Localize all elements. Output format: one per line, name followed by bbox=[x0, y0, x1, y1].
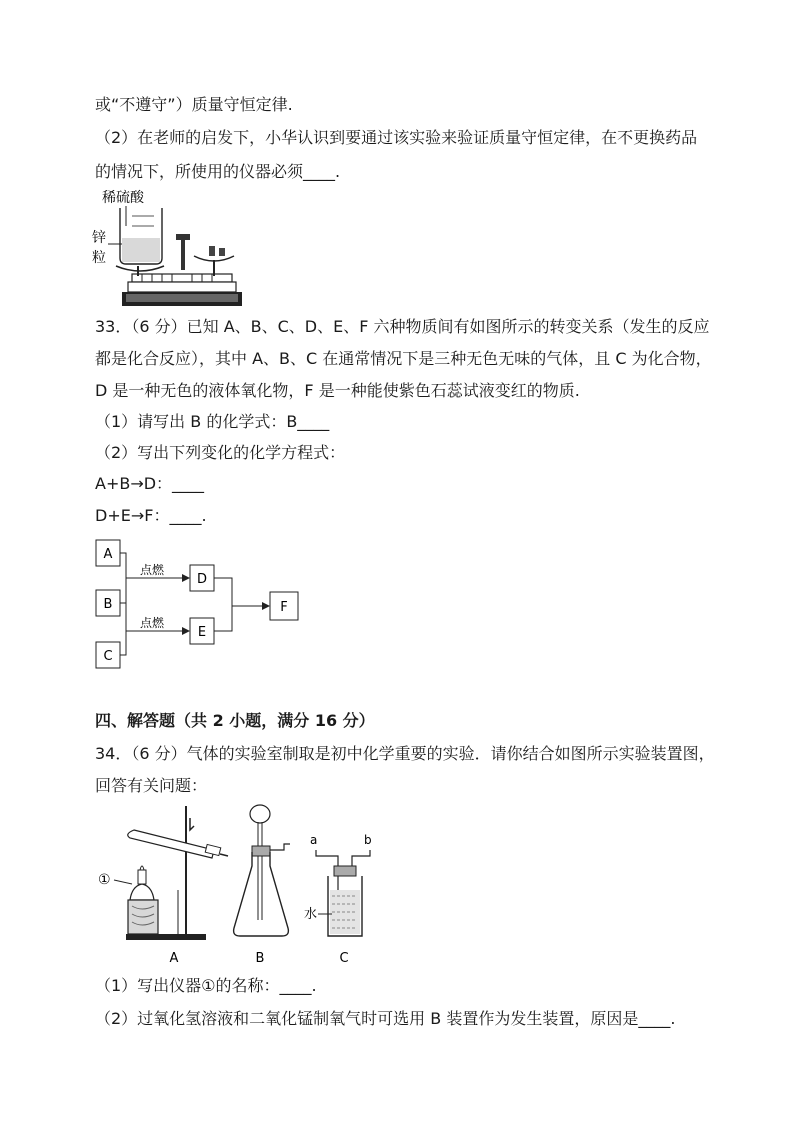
question-33-line3: D 是一种无色的液体氧化物，F 是一种能使紫色石蕊试液变红的物质. bbox=[95, 381, 580, 400]
question-34-line1: 34．（6 分）气体的实验室制取是初中化学重要的实验．请你结合如图所示实验装置图， bbox=[95, 744, 715, 763]
port-b-label: b bbox=[364, 833, 372, 847]
svg-text:B: B bbox=[103, 597, 113, 612]
reaction-flow-diagram bbox=[94, 538, 314, 670]
question-33-line2: 都是化合反应），其中 A、B、C 在通常情况下是三种无色无味的气体，且 C 为化合物， bbox=[95, 349, 712, 368]
question-34-line2: 回答有关问题： bbox=[95, 776, 208, 795]
svg-text:C: C bbox=[103, 649, 113, 664]
svg-text:E: E bbox=[197, 625, 207, 640]
label-b: B bbox=[255, 951, 265, 966]
svg-text:D: D bbox=[196, 572, 208, 587]
svg-text:A: A bbox=[103, 547, 113, 562]
box-c bbox=[96, 642, 120, 668]
box-b bbox=[96, 590, 120, 616]
port-a-label: a bbox=[310, 833, 318, 847]
zinc-label-2: 粒 bbox=[92, 250, 106, 266]
question-32-part2-cont: 的情况下，所使用的仪器必须____. bbox=[95, 162, 341, 181]
acid-label: 稀硫酸 bbox=[102, 190, 144, 206]
text-line-1: 或“不遵守”）质量守恒定律. bbox=[95, 95, 293, 114]
question-34-sub2: （2）过氧化氢溶液和二氧化锰制氧气时可选用 B 装置作为发生装置，原因是____. bbox=[95, 1009, 676, 1028]
question-33-line1: 33．（6 分）已知 A、B、C、D、E、F 六种物质间有如图所示的转变关系（发生的反应 bbox=[95, 317, 710, 336]
marker-label: ① bbox=[98, 872, 111, 888]
label-a: A bbox=[169, 951, 179, 966]
box-e bbox=[190, 618, 214, 644]
water-label: 水 bbox=[304, 907, 318, 922]
apparatus-b-icon bbox=[234, 805, 290, 936]
question-32-part2: （2）在老师的启发下，小华认识到要通过该实验来验证质量守恒定律，在不更换药品 bbox=[95, 128, 698, 147]
zinc-label-1: 锌 bbox=[92, 230, 106, 246]
balance-figure bbox=[92, 186, 242, 312]
box-d bbox=[190, 565, 214, 591]
box-f bbox=[270, 592, 298, 620]
question-34-sub1: （1）写出仪器①的名称：____. bbox=[95, 976, 317, 995]
label-c: C bbox=[339, 951, 349, 966]
apparatus-c-icon bbox=[304, 833, 372, 936]
question-33-sub1: （1）请写出 B 的化学式：B____ bbox=[95, 412, 330, 431]
apparatus-a-icon bbox=[98, 806, 228, 940]
question-33-eq1: A+B→D：____ bbox=[95, 474, 205, 493]
question-33-sub2: （2）写出下列变化的化学方程式： bbox=[95, 443, 346, 462]
svg-text:F: F bbox=[280, 600, 288, 615]
ignite-label-1: 点燃 bbox=[140, 563, 165, 577]
question-33-eq2: D+E→F：____. bbox=[95, 506, 207, 525]
section-4-heading: 四、解答题（共 2 小题，满分 16 分） bbox=[95, 711, 375, 730]
box-a bbox=[96, 540, 120, 566]
lab-apparatus-figure bbox=[94, 800, 414, 970]
ignite-label-2: 点燃 bbox=[140, 616, 165, 630]
